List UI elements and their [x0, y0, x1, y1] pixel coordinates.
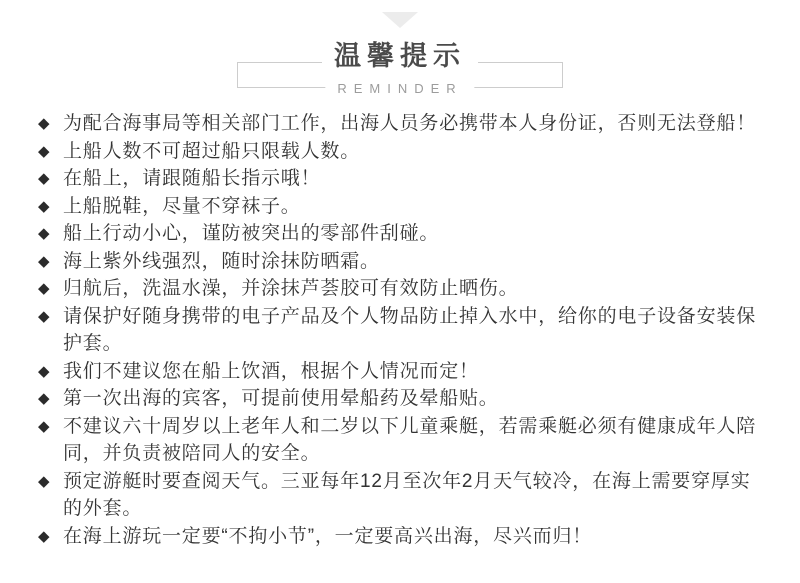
tip-item: [38, 413, 764, 468]
tip-text: 归航后，洗温水澡，并涂抹芦荟胶可有效防止晒伤。: [63, 278, 519, 299]
diamond-bullet-icon: ◆: [38, 417, 50, 435]
diamond-bullet-icon: ◆: [38, 280, 50, 297]
diamond-bullet-icon: ◆: [38, 115, 50, 132]
tip-item: [38, 165, 764, 193]
tip-text: 上船脱鞋，尽量不穿袜子。: [63, 195, 301, 217]
tip-item: [38, 193, 764, 221]
tip-text: 第一次出海的宾客，可提前使用晕船药及晕船贴。: [63, 388, 499, 409]
tip-text: 船上行动小心，谨防被突出的零部件刮碰。: [63, 223, 440, 244]
page-subtitle: REMINDER: [325, 81, 474, 97]
down-triangle-icon: [382, 12, 418, 28]
tip-item: [38, 248, 764, 276]
tip-item: [38, 110, 764, 138]
tip-text: 请保护好随身携带的电子产品及个人物品防止掉入水中，给你的电子设备安装保护套。: [63, 305, 757, 354]
diamond-bullet-icon: ◆: [38, 170, 50, 187]
tip-text: 不建议六十周岁以上老年人和二岁以下儿童乘艇，若需乘艇必须有健康成年人陪同，并负责被陪同人的安全。: [63, 415, 757, 464]
tip-item: [38, 303, 764, 358]
page-title: 温馨提示: [322, 40, 478, 72]
diamond-bullet-icon: ◆: [38, 362, 50, 380]
diamond-bullet-icon: ◆: [38, 307, 50, 325]
diamond-bullet-icon: ◆: [38, 225, 50, 242]
tip-item: [38, 358, 764, 386]
tip-text: 在海上游玩一定要“不拘小节”，一定要高兴出海，尽兴而归！: [63, 525, 593, 547]
diamond-bullet-icon: ◆: [38, 252, 50, 270]
tip-text: 我们不建议您在船上饮酒，根据个人情况而定！: [63, 360, 479, 382]
diamond-bullet-icon: ◆: [38, 390, 50, 407]
tip-item: [38, 275, 764, 303]
tip-text: 海上紫外线强烈，随时涂抹防晒霜。: [63, 250, 380, 272]
tip-text: 预定游艇时要查阅天气。三亚每年12月至次年2月天气较冷，在海上需要穿厚实的外套。: [63, 470, 751, 519]
diamond-bullet-icon: ◆: [38, 527, 50, 545]
tip-text: 上船人数不可超过船只限载人数。: [63, 140, 361, 162]
tip-item: [38, 138, 764, 166]
diamond-bullet-icon: ◆: [38, 472, 50, 490]
tip-text: 在船上，请跟随船长指示哦！: [63, 168, 321, 189]
tip-item: [38, 220, 764, 248]
tip-item: [38, 523, 764, 551]
diamond-bullet-icon: ◆: [38, 142, 50, 160]
tip-item: [38, 468, 764, 523]
tip-text: 为配合海事局等相关部门工作，出海人员务必携带本人身份证，否则无法登船！: [63, 113, 757, 134]
tips-list: [38, 110, 764, 550]
diamond-bullet-icon: ◆: [38, 197, 50, 215]
tip-item: [38, 385, 764, 413]
